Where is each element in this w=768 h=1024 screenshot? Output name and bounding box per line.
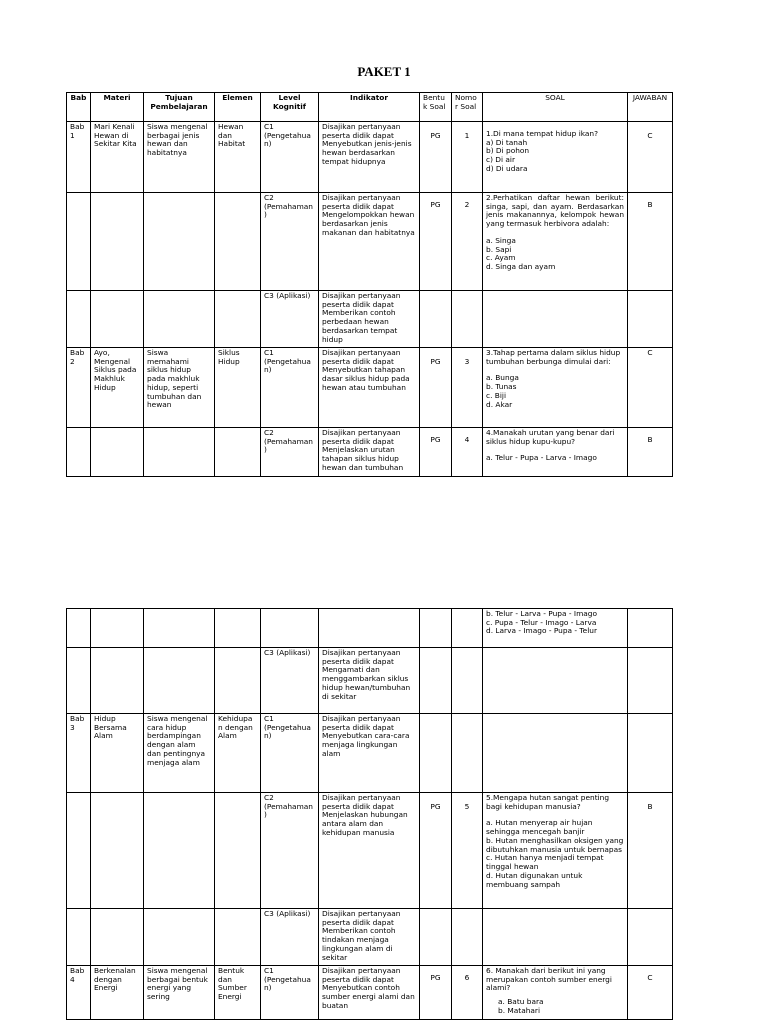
option: a. Batu bara: [498, 997, 544, 1007]
cell-indikator: Disajikan pertanyaan peserta didik dapat Memberikan contoh perbedaan hewan berdasarkan tempat hidup: [319, 291, 420, 348]
cell-level: C3 (Aplikasi): [261, 291, 319, 348]
cell-materi: Mari Kenali Hewan di Sekitar Kita: [91, 122, 144, 193]
cell-soal: [483, 966, 628, 1020]
cell-tujuan: [144, 909, 215, 966]
assessment-table-page-2: [66, 608, 673, 1020]
cell-tujuan: [144, 609, 215, 648]
option: a. Singa: [486, 235, 516, 245]
table-row: [67, 193, 673, 291]
table-row: [67, 966, 673, 1020]
header-nomor: Nomor Soal: [452, 93, 483, 122]
cell-jawaban: C: [628, 966, 673, 1020]
cell-bentuk: PG: [420, 348, 452, 428]
cell-soal: [483, 714, 628, 793]
cell-nomor: [452, 291, 483, 348]
question-text: 3.Tahap pertama dalam siklus hidup tumbuhan berbunga dimulai dari:: [486, 348, 621, 366]
cell-bab: [67, 428, 91, 477]
cell-level: C1 (Pengetahuan): [261, 348, 319, 428]
option: b. Hutan menghasilkan oksigen yang dibutuhkan manusia untuk bernapas: [486, 835, 624, 854]
cell-bentuk: [420, 909, 452, 966]
cell-tujuan: [144, 793, 215, 909]
cell-tujuan: [144, 291, 215, 348]
header-bab: Bab: [67, 93, 91, 122]
cell-materi: [91, 909, 144, 966]
table-row: [67, 122, 673, 193]
cell-indikator: Disajikan pertanyaan peserta didik dapat Menyebutkan cara-cara menjaga lingkungan alam: [319, 714, 420, 793]
table-row: [67, 909, 673, 966]
option: a. Bunga: [486, 373, 519, 383]
cell-elemen: [215, 291, 261, 348]
table-row: [67, 648, 673, 714]
header-jawaban: JAWABAN: [628, 93, 673, 122]
cell-elemen: Siklus Hidup: [215, 348, 261, 428]
cell-tujuan: Siswa mengenal berbagai jenis hewan dan habitatnya: [144, 122, 215, 193]
cell-bentuk: PG: [420, 966, 452, 1020]
option: c. Ayam: [486, 253, 516, 263]
cell-tujuan: Siswa mengenal cara hidup berdampingan dengan alam dan pentingnya menjaga alam: [144, 714, 215, 793]
cell-bab: Bab 1: [67, 122, 91, 193]
cell-bentuk: [420, 291, 452, 348]
cell-materi: Berkenalan dengan Energi: [91, 966, 144, 1020]
cell-level: C1 (Pengetahuan): [261, 714, 319, 793]
cell-bab: [67, 648, 91, 714]
cell-soal: [483, 609, 628, 648]
cell-elemen: [215, 648, 261, 714]
cell-level: [261, 609, 319, 648]
table-row: [67, 428, 673, 477]
cell-nomor: [452, 609, 483, 648]
cell-elemen: [215, 428, 261, 477]
question-text: 4.Manakah urutan yang benar dari siklus hidup kupu-kupu?: [486, 428, 615, 446]
header-indikator: Indikator: [319, 93, 420, 122]
option: d) Di udara: [486, 163, 528, 173]
header-bentuk: Bentuk Soal: [420, 93, 452, 122]
cell-bab: [67, 609, 91, 648]
cell-elemen: Kehidupan dengan Alam: [215, 714, 261, 793]
option: b. Telur - Larva - Pupa - Imago: [486, 609, 598, 618]
cell-indikator: Disajikan pertanyaan peserta didik dapat Menyebutkan contoh sumber energi alami dan buatan: [319, 966, 420, 1020]
cell-soal: [483, 291, 628, 348]
cell-soal: [483, 348, 628, 428]
header-elemen: Elemen: [215, 93, 261, 122]
table-row: [67, 609, 673, 648]
option: a) Di tanah: [486, 137, 528, 147]
cell-tujuan: [144, 428, 215, 477]
option: c. Pupa - Telur - Imago - Larva: [486, 617, 597, 627]
cell-nomor: [452, 648, 483, 714]
cell-soal: [483, 648, 628, 714]
cell-elemen: Bentuk dan Sumber Energi: [215, 966, 261, 1020]
cell-indikator: Disajikan pertanyaan peserta didik dapat Mengamati dan menggambarkan siklus hidup hewan/tumbuhan di sekitar: [319, 648, 420, 714]
cell-nomor: [452, 714, 483, 793]
cell-bentuk: PG: [420, 122, 452, 193]
cell-level: C2 (Pemahaman): [261, 193, 319, 291]
header-tujuan: Tujuan Pembelajaran: [144, 93, 215, 122]
cell-bab: Bab 3: [67, 714, 91, 793]
table-row: [67, 348, 673, 428]
cell-bentuk: PG: [420, 793, 452, 909]
cell-nomor: 5: [452, 793, 483, 909]
cell-nomor: [452, 909, 483, 966]
cell-nomor: 1: [452, 122, 483, 193]
cell-bab: [67, 291, 91, 348]
cell-elemen: [215, 793, 261, 909]
cell-indikator: Disajikan pertanyaan peserta didik dapat Mengelompokkan hewan berdasarkan jenis makanan dan habitatnya: [319, 193, 420, 291]
cell-elemen: [215, 609, 261, 648]
cell-materi: Ayo, Mengenal Siklus pada Makhluk Hidup: [91, 348, 144, 428]
assessment-table-page-1: [66, 92, 673, 477]
cell-tujuan: [144, 648, 215, 714]
cell-soal: [483, 193, 628, 291]
table-row: [67, 291, 673, 348]
option: d. Singa dan ayam: [486, 262, 556, 272]
cell-indikator: [319, 609, 420, 648]
header-row: [67, 93, 673, 122]
cell-materi: Hidup Bersama Alam: [91, 714, 144, 793]
cell-jawaban: B: [628, 428, 673, 477]
option: d. Hutan digunakan untuk membuang sampah: [486, 870, 583, 889]
cell-elemen: Hewan dan Habitat: [215, 122, 261, 193]
cell-jawaban: [628, 291, 673, 348]
option: b) Di pohon: [486, 146, 530, 156]
cell-level: C2 (Pemahaman): [261, 793, 319, 909]
cell-level: C1 (Pengetahuan): [261, 122, 319, 193]
option: b. Tunas: [486, 382, 517, 392]
cell-jawaban: C: [628, 348, 673, 428]
cell-level: C3 (Aplikasi): [261, 909, 319, 966]
cell-level: C1 (Pengetahuan): [261, 966, 319, 1020]
cell-nomor: 4: [452, 428, 483, 477]
option: c) Di air: [486, 155, 516, 165]
cell-bentuk: [420, 714, 452, 793]
cell-level: C3 (Aplikasi): [261, 648, 319, 714]
cell-materi: [91, 428, 144, 477]
header-materi: Materi: [91, 93, 144, 122]
cell-level: C2 (Pemahaman): [261, 428, 319, 477]
cell-soal: [483, 122, 628, 193]
cell-soal: [483, 793, 628, 909]
option: d. Akar: [486, 399, 513, 409]
cell-nomor: 6: [452, 966, 483, 1020]
table-row: [67, 714, 673, 793]
cell-bentuk: PG: [420, 428, 452, 477]
cell-nomor: 2: [452, 193, 483, 291]
cell-tujuan: Siswa memahami siklus hidup pada makhluk hidup, seperti tumbuhan dan hewan: [144, 348, 215, 428]
option: a. Hutan menyerap air hujan sehingga mencegah banjir: [486, 818, 593, 837]
cell-materi: [91, 793, 144, 909]
table-row: [67, 793, 673, 909]
cell-materi: [91, 291, 144, 348]
cell-jawaban: [628, 714, 673, 793]
question-text: 6. Manakah dari berikut ini yang merupakan contoh sumber energi alami?: [486, 966, 612, 993]
cell-jawaban: [628, 909, 673, 966]
cell-nomor: 3: [452, 348, 483, 428]
cell-indikator: Disajikan pertanyaan peserta didik dapat Memberikan contoh tindakan menjaga lingkungan alam di sekitar: [319, 909, 420, 966]
cell-jawaban: B: [628, 793, 673, 909]
question-text: 5.Mengapa hutan sangat penting bagi kehidupan manusia?: [486, 793, 610, 811]
cell-soal: [483, 428, 628, 477]
cell-indikator: Disajikan pertanyaan peserta didik dapat Menjelaskan urutan tahapan siklus hidup hewan dan tumbuhan: [319, 428, 420, 477]
cell-soal: [483, 909, 628, 966]
cell-jawaban: C: [628, 122, 673, 193]
cell-tujuan: Siswa mengenal berbagai bentuk energi yang sering: [144, 966, 215, 1020]
cell-bab: Bab 2: [67, 348, 91, 428]
option: b. Matahari: [498, 1005, 541, 1015]
option: d. Larva - Imago - Pupa - Telur: [486, 626, 598, 636]
cell-bentuk: [420, 648, 452, 714]
cell-bab: [67, 793, 91, 909]
option: c. Hutan hanya menjadi tempat tinggal hewan: [486, 853, 604, 872]
page-title: PAKET 1: [357, 64, 411, 79]
cell-bentuk: [420, 609, 452, 648]
question-text: 1.Di mana tempat hidup ikan?: [486, 129, 599, 138]
header-soal: SOAL: [483, 93, 628, 122]
cell-indikator: Disajikan pertanyaan peserta didik dapat Menjelaskan hubungan antara alam dan kehidupan manusia: [319, 793, 420, 909]
header-level: Level Kognitif: [261, 93, 319, 122]
cell-bab: Bab 4: [67, 966, 91, 1020]
cell-bentuk: PG: [420, 193, 452, 291]
cell-materi: [91, 648, 144, 714]
cell-indikator: Disajikan pertanyaan peserta didik dapat Menyebutkan jenis-jenis hewan berdasarkan tempat hidupnya: [319, 122, 420, 193]
cell-indikator: Disajikan pertanyaan peserta didik dapat Menyebutkan tahapan dasar siklus hidup pada hewan atau tumbuhan: [319, 348, 420, 428]
question-text: 2.Perhatikan daftar hewan berikut: singa, sapi, dan ayam. Berdasarkan jenis makanannya, kelompok hewan yang termasuk herbivora adalah:: [486, 193, 624, 229]
cell-jawaban: [628, 609, 673, 648]
cell-materi: [91, 193, 144, 291]
cell-bab: [67, 909, 91, 966]
cell-jawaban: B: [628, 193, 673, 291]
cell-tujuan: [144, 193, 215, 291]
option: a. Telur - Pupa - Larva - Imago: [486, 453, 597, 463]
option: b. Sapi: [486, 244, 512, 254]
cell-materi: [91, 609, 144, 648]
option: c. Biji: [486, 390, 506, 400]
cell-bab: [67, 193, 91, 291]
cell-elemen: [215, 193, 261, 291]
cell-jawaban: [628, 648, 673, 714]
cell-elemen: [215, 909, 261, 966]
